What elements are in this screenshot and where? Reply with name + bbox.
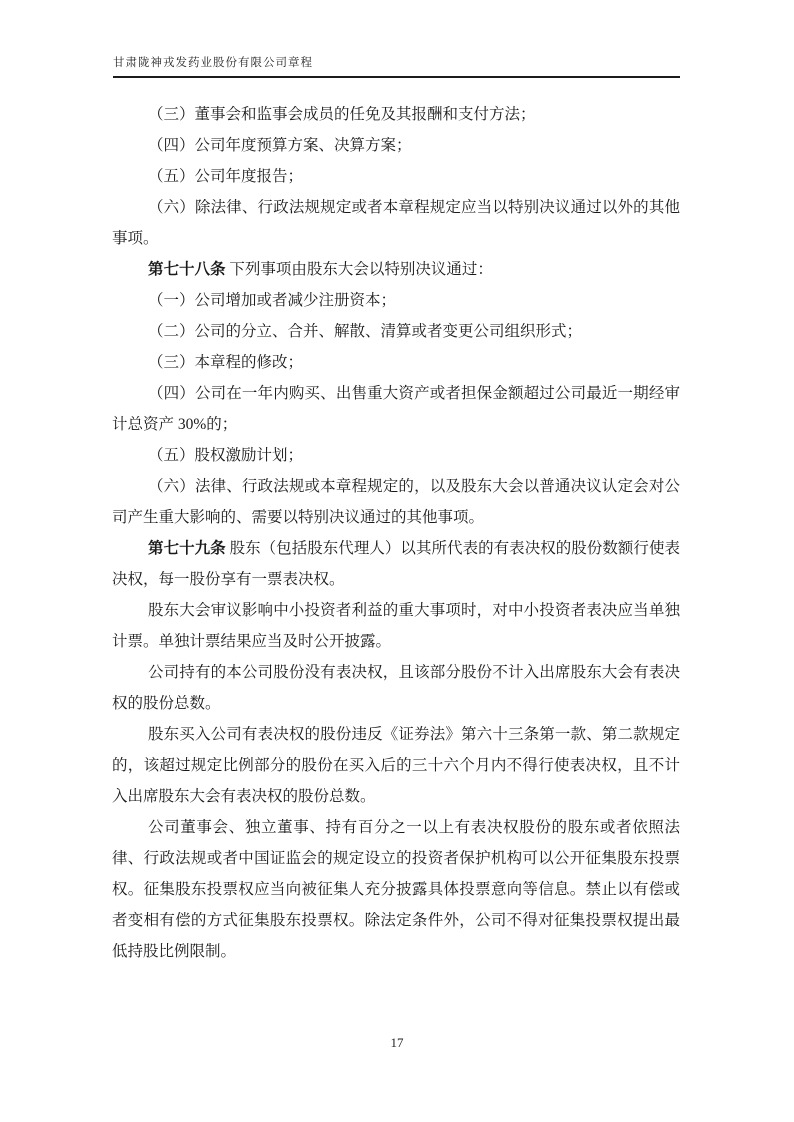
paragraph-text: （四）公司年度预算方案、决算方案； xyxy=(148,137,412,154)
paragraph xyxy=(112,161,680,192)
paragraph-text: 股东买入公司有表决权的股份违反《证券法》第六十三条第一款、第二款规定的，该超过规定比例部分的股份在买入后的三十六个月内不得行使表决权，且不计入出席股东大会有表决权的股份总数。 xyxy=(112,726,680,805)
paragraph xyxy=(112,657,680,719)
page-header xyxy=(113,56,680,78)
paragraph-text: （六）除法律、行政法规规定或者本章程规定应当以特别决议通过以外的其他事项。 xyxy=(112,199,680,247)
document-body xyxy=(112,99,680,967)
page-number: 17 xyxy=(390,1035,404,1050)
paragraph-text: （三）本章程的修改； xyxy=(148,354,304,371)
paragraph-text: 股东（包括股东代理人）以其所代表的有表决权的股份数额行使表决权，每一股份享有一票表决权。 xyxy=(112,540,680,588)
paragraph-text: 股东大会审议影响中小投资者利益的重大事项时，对中小投资者表决应当单独计票。单独计票结果应当及时公开披露。 xyxy=(112,602,680,650)
paragraph-text: （二）公司的分立、合并、解散、清算或者变更公司组织形式； xyxy=(148,323,583,340)
paragraph-text: （五）股权激励计划； xyxy=(148,447,304,464)
paragraph xyxy=(112,285,680,316)
clause-number: 第七十九条 xyxy=(148,540,226,557)
paragraph xyxy=(112,812,680,967)
clause-number: 第七十八条 xyxy=(148,261,226,278)
paragraph-text: 公司持有的本公司股份没有表决权，且该部分股份不计入出席股东大会有表决权的股份总数。 xyxy=(112,664,680,712)
paragraph xyxy=(112,595,680,657)
paragraph xyxy=(112,192,680,254)
paragraph xyxy=(112,471,680,533)
page-footer xyxy=(0,1035,794,1051)
paragraph-text: （一）公司增加或者减少注册资本； xyxy=(148,292,397,309)
paragraph-text: （六）法律、行政法规或本章程规定的，以及股东大会以普通决议认定会对公司产生重大影响的、需要以特别决议通过的其他事项。 xyxy=(112,478,680,526)
paragraph-text: 公司董事会、独立董事、持有百分之一以上有表决权股份的股东或者依照法律、行政法规或者中国证监会的规定设立的投资者保护机构可以公开征集股东投票权。征集股东投票权应当向被征集人充分披露具体投票意向等信息。禁止以有偿或者变相有偿的方式征集股东投票权。除法定条件外，公司不得对征集投票权提出最低持股比例限制。 xyxy=(112,819,680,960)
paragraph xyxy=(112,347,680,378)
paragraph xyxy=(112,99,680,130)
paragraph-text: （四）公司在一年内购买、出售重大资产或者担保金额超过公司最近一期经审计总资产 30%的； xyxy=(112,385,680,433)
paragraph xyxy=(112,378,680,440)
paragraph xyxy=(112,440,680,471)
paragraph xyxy=(112,719,680,812)
paragraph-text: 下列事项由股东大会以特别决议通过： xyxy=(225,261,493,278)
paragraph-text: （五）公司年度报告； xyxy=(148,168,304,185)
paragraph-text: （三）董事会和监事会成员的任免及其报酬和支付方法； xyxy=(148,106,536,123)
paragraph xyxy=(112,316,680,347)
paragraph xyxy=(112,533,680,595)
paragraph xyxy=(112,254,680,285)
paragraph xyxy=(112,130,680,161)
header-title: 甘肃陇神戎发药业股份有限公司章程 xyxy=(113,57,313,69)
